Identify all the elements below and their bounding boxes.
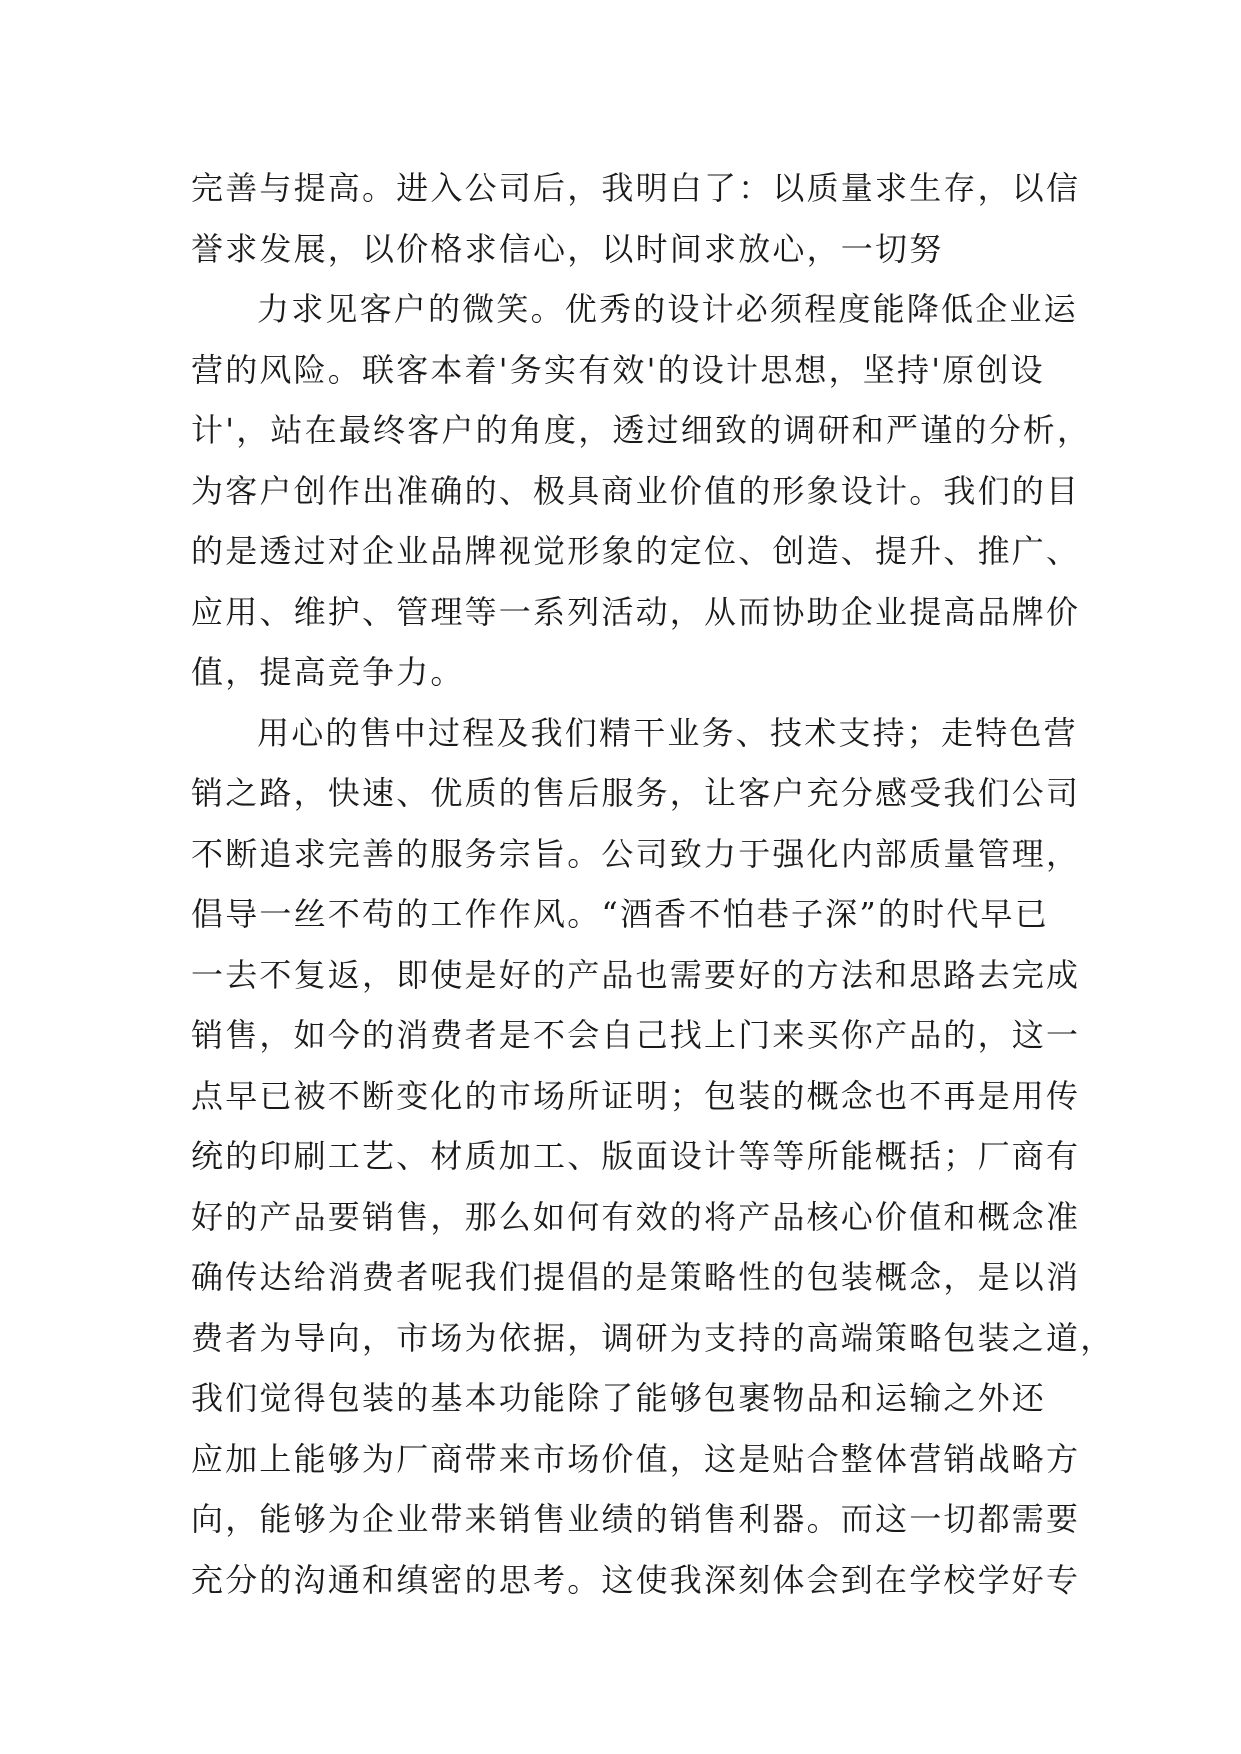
text-line: 销之路，快速、优质的售后服务，让客户充分感受我们公司 — [191, 774, 1081, 812]
text-line: 力求见客户的微笑。优秀的设计必须程度能降低企业运 — [257, 290, 1078, 328]
text-line: 统的印刷工艺、材质加工、版面设计等等所能概括；厂商有 — [191, 1137, 1081, 1175]
text-line: 费者为导向，市场为依据，调研为支持的高端策略包装之道， — [191, 1318, 1115, 1357]
text-line: 倡导一丝不苟的工作作风。“酒香不怕巷子深”的时代早已 — [191, 895, 1049, 933]
document-body-text — [191, 158, 1115, 1610]
text-line: 用心的售中过程及我们精干业务、技术支持；走特色营 — [257, 713, 1078, 752]
text-line: 完善与提高。进入公司后，我明白了：以质量求生存，以信 — [191, 169, 1081, 207]
text-line: 为客户创作出准确的、极具商业价值的形象设计。我们的目 — [191, 471, 1081, 510]
text-line: 营的风险。联客本着'务实有效'的设计思想，坚持'原创设 — [191, 350, 1045, 389]
text-line: 的是透过对企业品牌视觉形象的定位、创造、提升、推广、 — [191, 532, 1081, 570]
text-line: 计'，站在最终客户的角度，透过细致的调研和严谨的分析， — [191, 411, 1092, 449]
text-line: 不断追求完善的服务宗旨。公司致力于强化内部质量管理， — [191, 834, 1081, 873]
text-line: 点早已被不断变化的市场所证明；包装的概念也不再是用传 — [191, 1076, 1081, 1115]
text-line: 确传达给消费者呢我们提倡的是策略性的包装概念，是以消 — [191, 1258, 1081, 1296]
text-line: 销售，如今的消费者是不会自己找上门来买你产品的，这一 — [191, 1016, 1081, 1054]
text-line: 应用、维护、管理等一系列活动，从而协助企业提高品牌价 — [191, 592, 1081, 631]
text-line: 一去不复返，即使是好的产品也需要好的方法和思路去完成 — [191, 955, 1081, 994]
text-line: 应加上能够为厂商带来市场价值，这是贴合整体营销战略方 — [191, 1439, 1081, 1478]
text-line: 值，提高竞争力。 — [191, 653, 465, 691]
text-line: 好的产品要销售，那么如何有效的将产品核心价值和概念准 — [191, 1197, 1081, 1236]
text-line: 誉求发展，以价格求信心，以时间求放心，一切努 — [191, 229, 944, 268]
text-line: 向，能够为企业带来销售业绩的销售利器。而这一切都需要 — [191, 1500, 1081, 1538]
text-line: 我们觉得包装的基本功能除了能够包裹物品和运输之外还 — [191, 1379, 1047, 1417]
text-line: 充分的沟通和缜密的思考。这使我深刻体会到在学校学好专 — [191, 1560, 1081, 1599]
